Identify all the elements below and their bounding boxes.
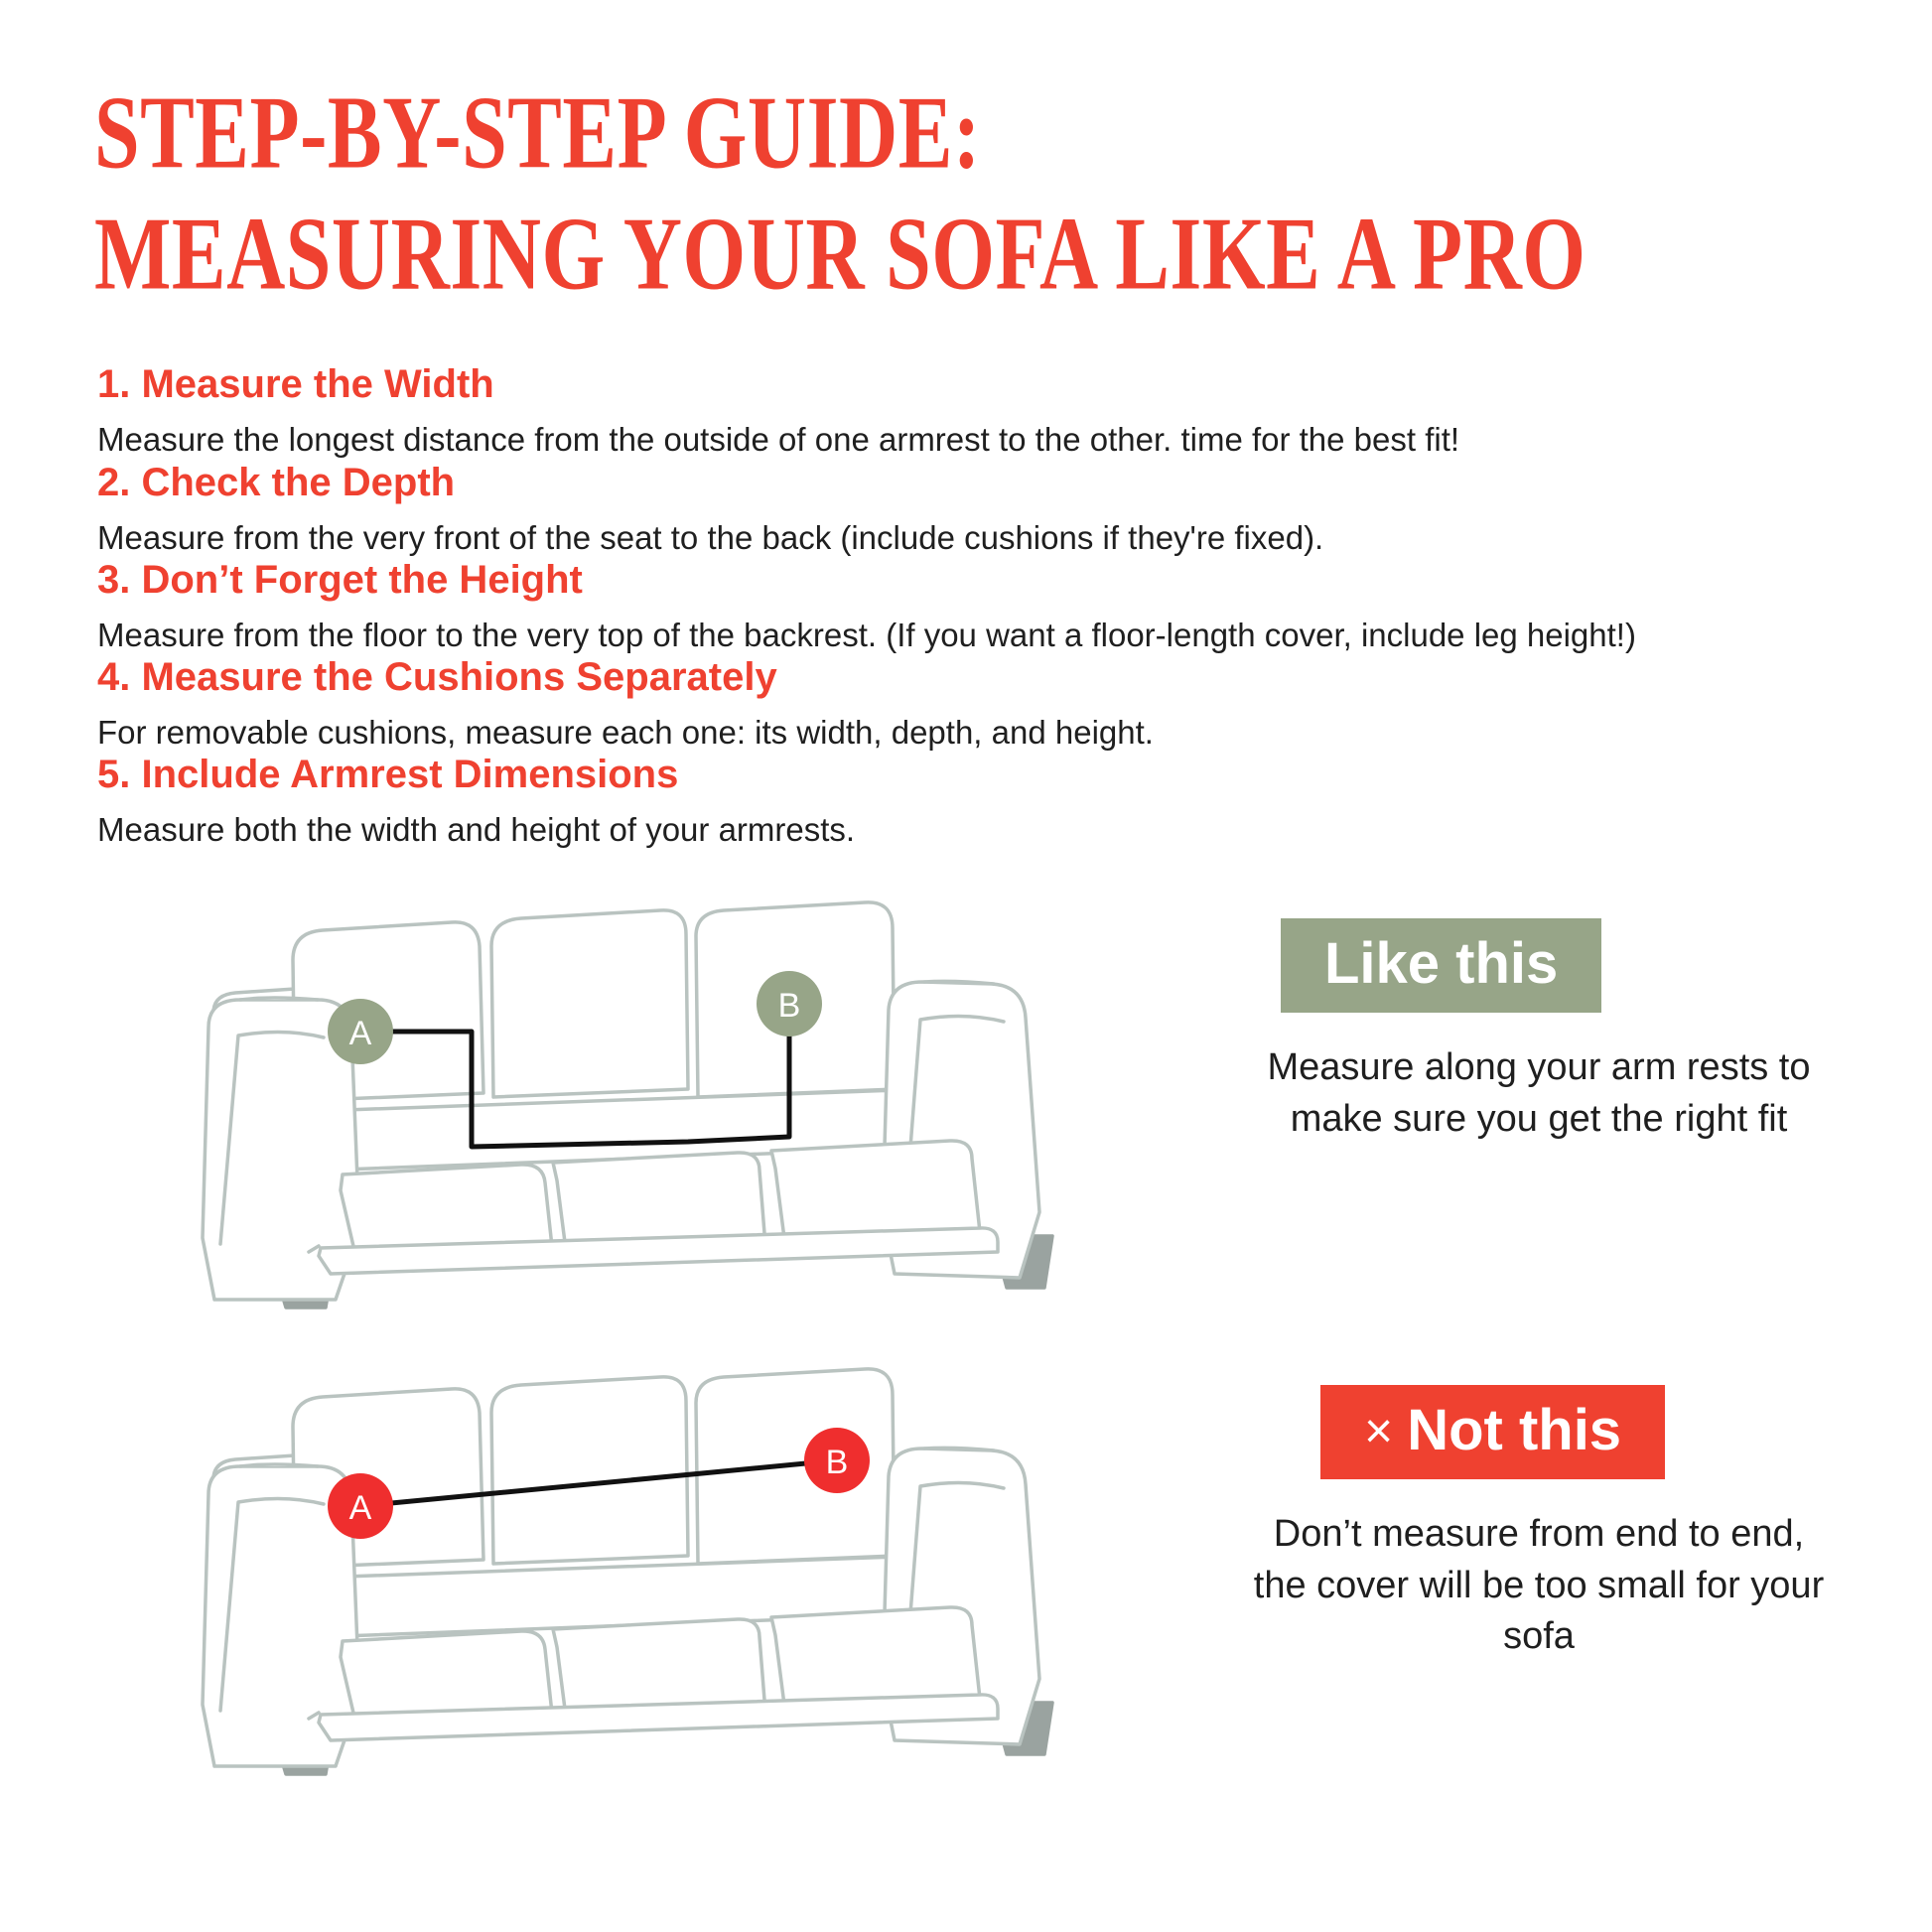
marker-a-label-good: A (348, 1014, 372, 1052)
step-heading: 4. Measure the Cushions Separately (97, 655, 777, 699)
step-item (94, 362, 1838, 460)
not-this-banner (1320, 1385, 1665, 1480)
step-body: Measure the longest distance from the outside of one armrest to the other. time for the best fit! (97, 421, 1460, 459)
like-this-caption: Measure along your arm rests to make sure you get the right fit (1267, 1046, 1811, 1140)
not-this-banner-label: Not this (1407, 1397, 1622, 1462)
not-this-caption: Don’t measure from end to end, the cover will be too small for your sofa (1253, 1513, 1825, 1657)
callout-good (1221, 918, 1857, 1145)
step-item (94, 558, 1838, 655)
step-body: Measure from the floor to the very top of the backrest. (If you want a floor-length cover, include leg height!) (97, 616, 1636, 653)
steps-list (0, 293, 1932, 850)
markers-bad (94, 1365, 1196, 1792)
page-title-line-1: STEP-BY-STEP GUIDE: (94, 73, 981, 191)
step-body: For removable cushions, measure each one: its width, depth, and height. (97, 714, 1154, 751)
illustration-area (0, 898, 1932, 1891)
step-item (94, 461, 1838, 558)
marker-b-label-good: B (777, 986, 801, 1025)
step-item (94, 753, 1838, 850)
step-heading: 5. Include Armrest Dimensions (97, 753, 679, 797)
title-block (0, 0, 1932, 311)
markers-good (94, 898, 1196, 1325)
step-heading: 3. Don’t Forget the Height (97, 557, 583, 602)
marker-b-label-bad: B (825, 1443, 849, 1481)
step-heading: 2. Check the Depth (97, 460, 456, 504)
sofa-diagram-incorrect (94, 1365, 1196, 1797)
step-body: Measure both the width and height of your armrests. (97, 811, 856, 849)
sofa-diagram-correct (94, 898, 1196, 1330)
page-title-line-2: MEASURING YOUR SOFA LIKE A PRO (94, 195, 1587, 311)
cross-icon: × (1364, 1402, 1394, 1458)
step-heading: 1. Measure the Width (97, 362, 494, 407)
callout-bad (1221, 1385, 1857, 1663)
step-body: Measure from the very front of the seat to the back (include cushions if they're fixed). (97, 518, 1324, 556)
like-this-banner: Like this (1281, 918, 1601, 1014)
marker-a-label-bad: A (348, 1488, 372, 1527)
step-item (94, 655, 1838, 753)
